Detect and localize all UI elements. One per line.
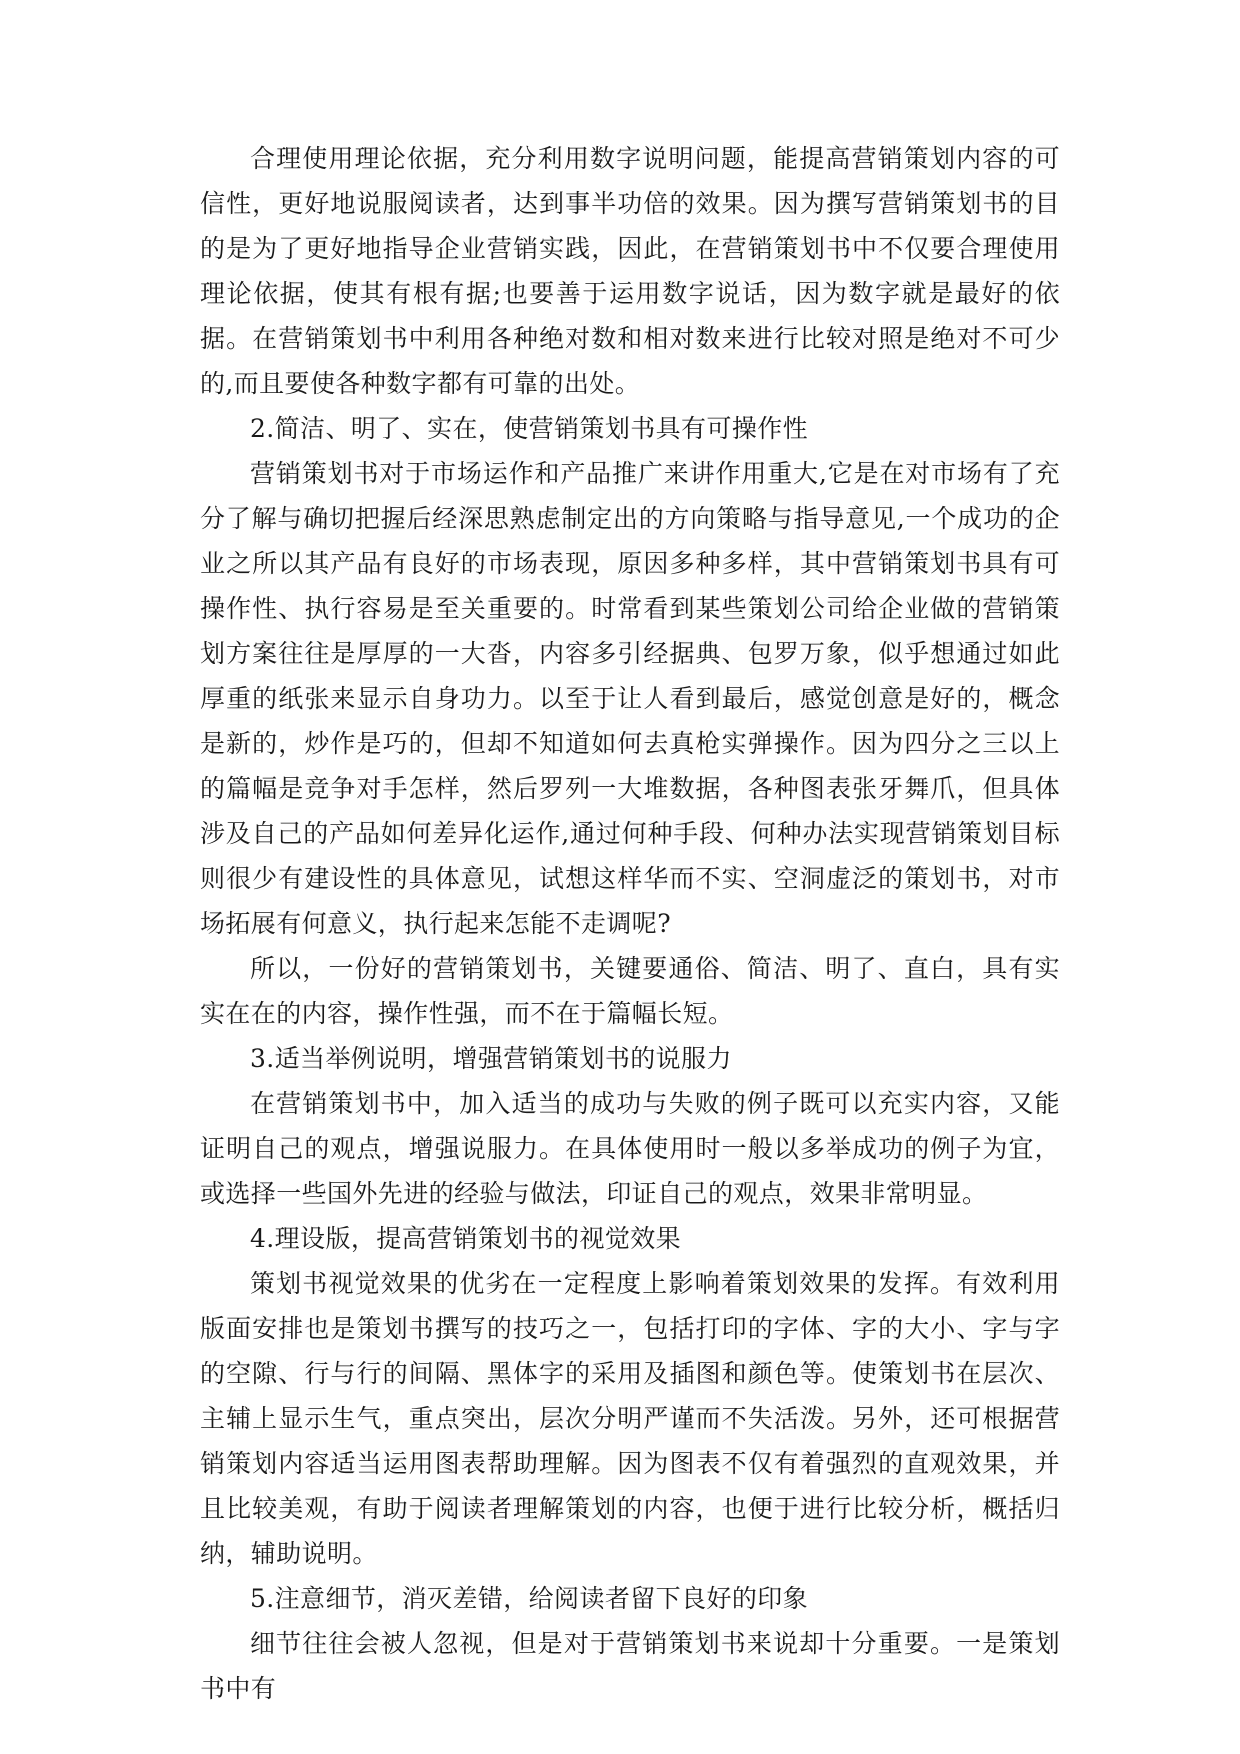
section-heading-5: 5.注意细节，消灭差错，给阅读者留下良好的印象 [250, 1584, 809, 1613]
section-heading-4: 4.理设版，提高营销策划书的视觉效果 [250, 1224, 682, 1253]
paragraph-theory-and-numbers: 合理使用理论依据，充分利用数字说明问题，能提高营销策划内容的可信性，更好地说服阅读者，达到事半功倍的效果。因为撰写营销策划书的目的是为了更好地指导企业营销实践，因此，在营销策划书中不仅要合理使用理论依据，使其有根有据;也要善于运用数字说话，因为数字就是最好的依据。在营销策划书中利用各种绝对数和相对数来进行比较对照是绝对不可少的,而且要使各种数字都有可靠的出处。 [200, 144, 1060, 398]
document-page [200, 136, 1060, 1711]
section-heading-2: 2.简洁、明了、实在，使营销策划书具有可操作性 [250, 414, 809, 443]
paragraph-details: 细节往往会被人忽视，但是对于营销策划书来说却十分重要。一是策划书中有 [200, 1629, 1060, 1703]
paragraph-good-plan-summary: 所以，一份好的营销策划书，关键要通俗、简洁、明了、直白，具有实实在在的内容，操作性强，而不在于篇幅长短。 [200, 954, 1060, 1028]
paragraph-examples: 在营销策划书中，加入适当的成功与失败的例子既可以充实内容，又能证明自己的观点，增强说服力。在具体使用时一般以多举成功的例子为宜，或选择一些国外先进的经验与做法，印证自己的观点，效果非常明显。 [200, 1089, 1060, 1208]
section-heading-3: 3.适当举例说明，增强营销策划书的说服力 [250, 1044, 732, 1073]
paragraph-visual-effect: 策划书视觉效果的优劣在一定程度上影响着策划效果的发挥。有效利用版面安排也是策划书撰写的技巧之一，包括打印的字体、字的大小、字与字的空隙、行与行的间隔、黑体字的采用及插图和颜色等。使策划书在层次、主辅上显示生气，重点突出，层次分明严谨而不失活泼。另外，还可根据营销策划内容适当运用图表帮助理解。因为图表不仅有着强烈的直观效果，并且比较美观，有助于阅读者理解策划的内容，也便于进行比较分析，概括归纳，辅助说明。 [200, 1269, 1060, 1568]
paragraph-operability: 营销策划书对于市场运作和产品推广来讲作用重大,它是在对市场有了充分了解与确切把握后经深思熟虑制定出的方向策略与指导意见,一个成功的企业之所以其产品有良好的市场表现，原因多种多样，其中营销策划书具有可操作性、执行容易是至关重要的。时常看到某些策划公司给企业做的营销策划方案往往是厚厚的一大沓，内容多引经据典、包罗万象，似乎想通过如此厚重的纸张来显示自身功力。以至于让人看到最后，感觉创意是好的，概念是新的，炒作是巧的，但却不知道如何去真枪实弹操作。因为四分之三以上的篇幅是竞争对手怎样，然后罗列一大堆数据，各种图表张牙舞爪，但具体涉及自己的产品如何差异化运作,通过何种手段、何种办法实现营销策划目标则很少有建设性的具体意见，试想这样华而不实、空洞虚泛的策划书，对市场拓展有何意义，执行起来怎能不走调呢? [200, 459, 1060, 938]
